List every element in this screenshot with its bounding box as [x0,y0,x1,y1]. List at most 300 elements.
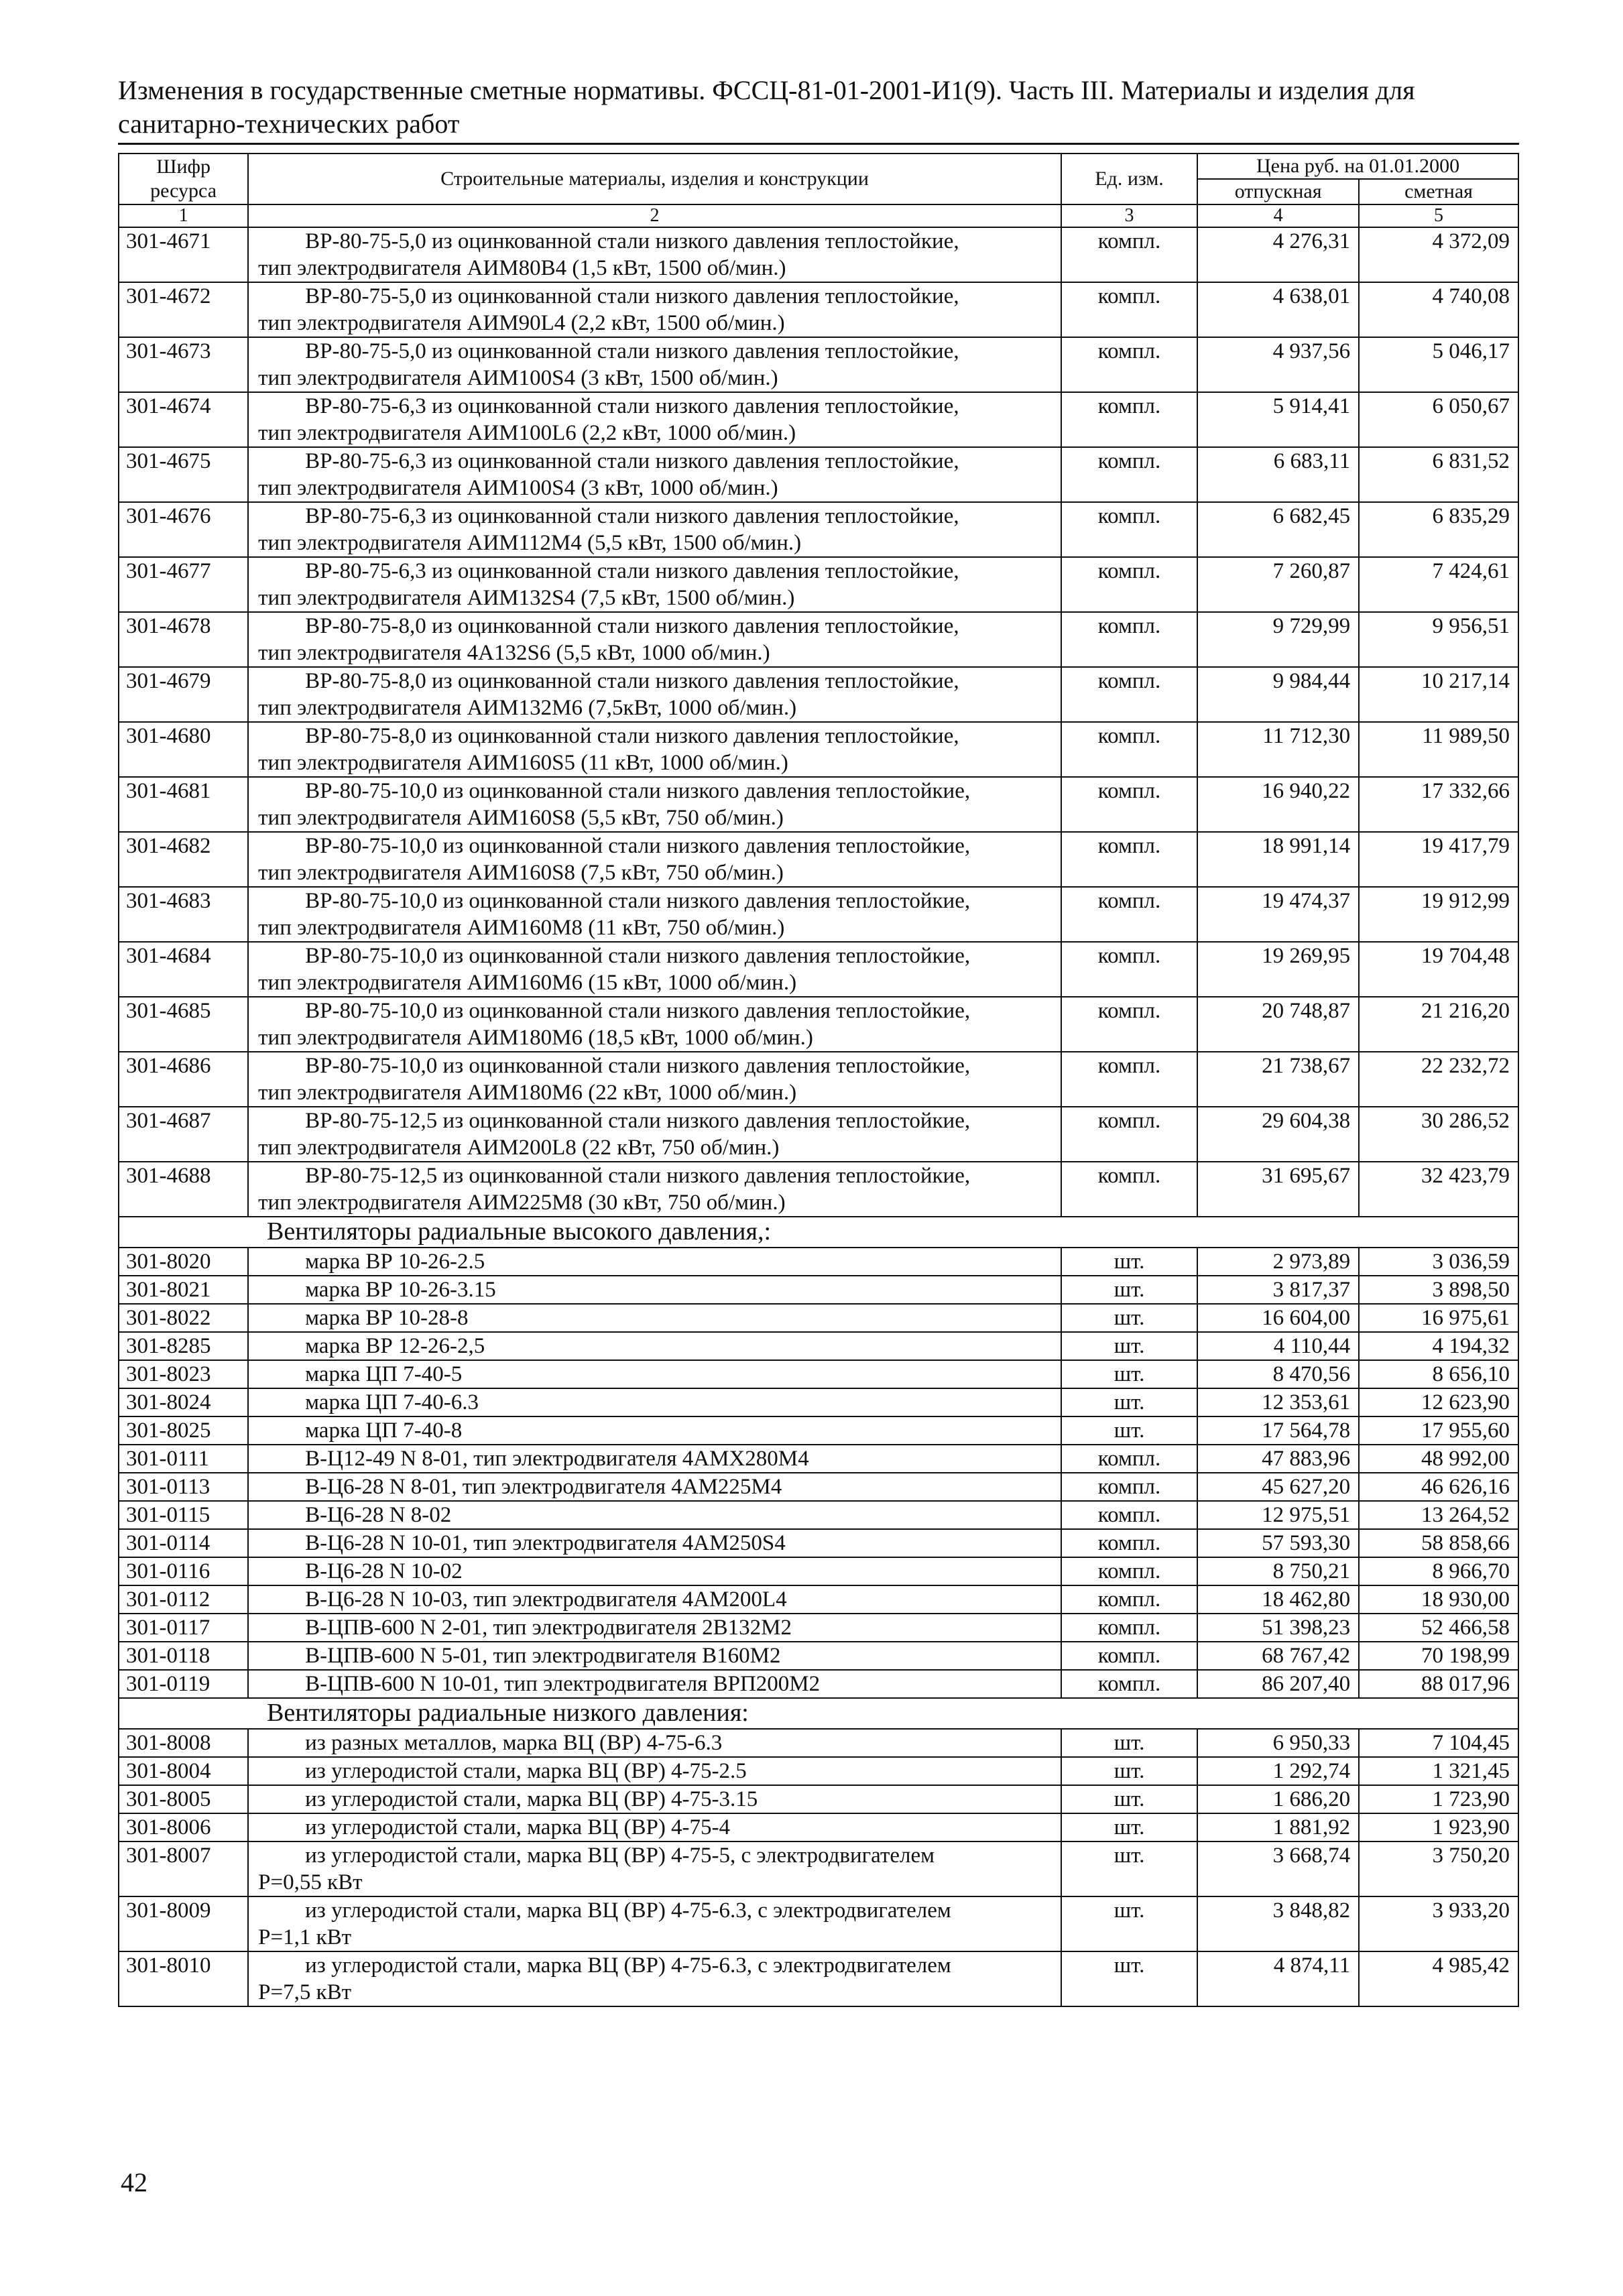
unit-of-measure: шт. [1061,1813,1197,1841]
table-row [119,502,1518,557]
unit-of-measure: компл. [1061,942,1197,997]
estimate-price: 22 232,72 [1359,1052,1518,1107]
resource-code: 301-0119 [119,1670,248,1698]
item-description [248,832,1061,887]
table-row [119,1951,1518,2006]
estimate-price: 16 975,61 [1359,1304,1518,1332]
table-row [119,997,1518,1052]
resource-code: 301-4684 [119,942,248,997]
item-description [248,942,1061,997]
item-description [248,557,1061,612]
item-description [248,612,1061,667]
release-price: 6 683,11 [1197,447,1359,502]
col-code-header: Шифр ресурса [119,154,248,204]
estimate-price: 58 858,66 [1359,1529,1518,1557]
table-row [119,1416,1518,1445]
item-description [248,887,1061,942]
resource-code: 301-4671 [119,227,248,282]
estimate-price: 10 217,14 [1359,667,1518,722]
unit-of-measure: компл. [1061,667,1197,722]
description-line-2: тип электродвигателя АИМ180М6 (18,5 кВт, 1000 об/мин.) [258,1026,813,1050]
estimate-price: 21 216,20 [1359,997,1518,1052]
description-line-1: ВР-80-75-6,3 из оцинкованной стали низкого давления теплостойкие, [305,504,959,528]
item-description [248,667,1061,722]
description-line-1: ВР-80-75-10,0 из оцинкованной стали низкого давления теплостойкие, [305,999,971,1023]
release-price: 4 110,44 [1197,1332,1359,1360]
estimate-price: 3 750,20 [1359,1841,1518,1896]
table-row [119,447,1518,502]
estimate-price: 4 740,08 [1359,282,1518,337]
unit-of-measure: компл. [1061,887,1197,942]
resource-code: 301-8010 [119,1951,248,2006]
item-description [248,1162,1061,1217]
estimate-price: 1 321,45 [1359,1757,1518,1785]
page-header: Изменения в государственные сметные нормативы. ФССЦ-81-01-2001-И1(9). Часть III. Материалы и изделия для санитарно-технических работ [118,75,1415,139]
item-description: марка ЦП 7-40-6.3 [248,1388,1061,1416]
resource-code: 301-0115 [119,1501,248,1529]
estimate-price: 88 017,96 [1359,1670,1518,1698]
release-price: 4 937,56 [1197,337,1359,392]
resource-code: 301-4673 [119,337,248,392]
description-line-2: Р=0,55 кВт [258,1870,363,1894]
release-price: 4 874,11 [1197,1951,1359,2006]
estimate-price: 19 912,99 [1359,887,1518,942]
resource-code: 301-8023 [119,1360,248,1388]
estimate-price: 3 933,20 [1359,1896,1518,1951]
resource-code: 301-4676 [119,502,248,557]
unit-of-measure: компл. [1061,1670,1197,1698]
resource-code: 301-8008 [119,1729,248,1757]
price-table [118,153,1519,2007]
estimate-price: 7 424,61 [1359,557,1518,612]
description-line-1: ВР-80-75-8,0 из оцинкованной стали низкого давления теплостойкие, [305,669,959,693]
unit-of-measure: шт. [1061,1785,1197,1813]
release-price: 68 767,42 [1197,1642,1359,1670]
item-description: В-ЦПВ-600 N 5-01, тип электродвигателя В160М2 [248,1642,1061,1670]
item-description [248,337,1061,392]
description-line-1: ВР-80-75-5,0 из оцинкованной стали низкого давления теплостойкие, [305,284,959,308]
estimate-price: 17 332,66 [1359,777,1518,832]
release-price: 7 260,87 [1197,557,1359,612]
unit-of-measure: шт. [1061,1951,1197,2006]
section-heading-low-pressure: Вентиляторы радиальные низкого давления: [119,1698,1518,1729]
item-description: из разных металлов, марка ВЦ (ВР) 4-75-6.3 [248,1729,1061,1757]
item-description: В-Ц6-28 N 10-03, тип электродвигателя 4АМ200L4 [248,1585,1061,1614]
unit-of-measure: шт. [1061,1388,1197,1416]
table-row [119,1445,1518,1473]
item-description [248,1107,1061,1162]
item-description: марка ВР 12-26-2,5 [248,1332,1061,1360]
release-price: 2 973,89 [1197,1248,1359,1276]
resource-code: 301-4682 [119,832,248,887]
estimate-price: 11 989,50 [1359,722,1518,777]
estimate-price: 70 198,99 [1359,1642,1518,1670]
description-line-2: тип электродвигателя АИМ180М6 (22 кВт, 1000 об/мин.) [258,1081,797,1105]
resource-code: 301-8004 [119,1757,248,1785]
release-price: 4 276,31 [1197,227,1359,282]
unit-of-measure: компл. [1061,1614,1197,1642]
table-row [119,942,1518,997]
release-price: 12 975,51 [1197,1501,1359,1529]
table-row [119,887,1518,942]
unit-of-measure: компл. [1061,1642,1197,1670]
table-row [119,392,1518,447]
resource-code: 301-8285 [119,1332,248,1360]
unit-of-measure: шт. [1061,1757,1197,1785]
description-line-2: тип электродвигателя АИМ132S4 (7,5 кВт, 1500 об/мин.) [258,586,795,610]
section-heading-high-pressure-row [119,1217,1518,1248]
col-unit-header: Ед. изм. [1061,154,1197,204]
resource-code: 301-4677 [119,557,248,612]
description-line-2: тип электродвигателя АИМ225М8 (30 кВт, 750 об/мин.) [258,1191,786,1215]
description-line-2: тип электродвигателя АИМ160М6 (15 кВт, 1000 об/мин.) [258,971,797,995]
resource-code: 301-0116 [119,1557,248,1585]
resource-code: 301-4675 [119,447,248,502]
header-rule [118,143,1519,145]
item-description [248,1052,1061,1107]
item-description [248,722,1061,777]
resource-code: 301-8007 [119,1841,248,1896]
release-price: 21 738,67 [1197,1052,1359,1107]
description-line-2: тип электродвигателя АИМ200L8 (22 кВт, 750 об/мин.) [258,1136,780,1160]
release-price: 47 883,96 [1197,1445,1359,1473]
resource-code: 301-4672 [119,282,248,337]
table-row [119,1585,1518,1614]
description-line-2: тип электродвигателя АИМ160S8 (5,5 кВт, 750 об/мин.) [258,806,784,830]
section-heading-high-pressure: Вентиляторы радиальные высокого давления,: [119,1217,1518,1248]
item-description: В-Ц6-28 N 10-01, тип электродвигателя 4АМ250S4 [248,1529,1061,1557]
table-row [119,1670,1518,1698]
item-description [248,502,1061,557]
estimate-price: 4 985,42 [1359,1951,1518,2006]
estimate-price: 13 264,52 [1359,1501,1518,1529]
unit-of-measure: компл. [1061,447,1197,502]
release-price: 16 940,22 [1197,777,1359,832]
description-line-1: ВР-80-75-6,3 из оцинкованной стали низкого давления теплостойкие, [305,449,959,473]
unit-of-measure: компл. [1061,337,1197,392]
estimate-price: 30 286,52 [1359,1107,1518,1162]
description-line-2: тип электродвигателя АИМ90L4 (2,2 кВт, 1500 об/мин.) [258,311,785,335]
description-line-1: ВР-80-75-8,0 из оцинкованной стали низкого давления теплостойкие, [305,724,959,748]
estimate-price: 4 194,32 [1359,1332,1518,1360]
item-description [248,447,1061,502]
section-heading-low-pressure-row [119,1698,1518,1729]
col-number: 5 [1359,204,1518,227]
estimate-price: 1 923,90 [1359,1813,1518,1841]
table-row [119,227,1518,282]
unit-of-measure: шт. [1061,1841,1197,1896]
table-row [119,1248,1518,1276]
resource-code: 301-4688 [119,1162,248,1217]
item-description: марка ВР 10-26-3.15 [248,1276,1061,1304]
release-price: 3 668,74 [1197,1841,1359,1896]
col-release-header: отпускная [1197,179,1359,204]
item-description: В-Ц12-49 N 8-01, тип электродвигателя 4АМХ280М4 [248,1445,1061,1473]
col-name-header: Строительные материалы, изделия и конструкции [248,154,1061,204]
estimate-price: 12 623,90 [1359,1388,1518,1416]
release-price: 57 593,30 [1197,1529,1359,1557]
resource-code: 301-8021 [119,1276,248,1304]
table-row [119,1501,1518,1529]
release-price: 17 564,78 [1197,1416,1359,1445]
description-line-1: ВР-80-75-10,0 из оцинкованной стали низкого давления теплостойкие, [305,889,971,913]
table-row [119,1162,1518,1217]
description-line-2: тип электродвигателя АИМ160S5 (11 кВт, 1000 об/мин.) [258,751,788,775]
unit-of-measure: компл. [1061,1162,1197,1217]
table-row [119,1473,1518,1501]
release-price: 8 750,21 [1197,1557,1359,1585]
description-line-1: ВР-80-75-10,0 из оцинкованной стали низкого давления теплостойкие, [305,779,971,803]
description-line-1: ВР-80-75-5,0 из оцинкованной стали низкого давления теплостойкие, [305,229,959,253]
table-row [119,1813,1518,1841]
item-description: В-Ц6-28 N 10-02 [248,1557,1061,1585]
estimate-price: 52 466,58 [1359,1614,1518,1642]
resource-code: 301-8005 [119,1785,248,1813]
description-line-1: ВР-80-75-10,0 из оцинкованной стали низкого давления теплостойкие, [305,834,971,858]
release-price: 1 292,74 [1197,1757,1359,1785]
table-row [119,777,1518,832]
table-row [119,1896,1518,1951]
description-line-2: тип электродвигателя АИМ100L6 (2,2 кВт, 1000 об/мин.) [258,421,796,445]
description-line-2: тип электродвигателя АИМ160М8 (11 кВт, 750 об/мин.) [258,916,785,940]
unit-of-measure: компл. [1061,832,1197,887]
unit-of-measure: компл. [1061,1473,1197,1501]
unit-of-measure: компл. [1061,282,1197,337]
description-line-2: тип электродвигателя АИМ112М4 (5,5 кВт, 1500 об/мин.) [258,531,802,555]
resource-code: 301-4678 [119,612,248,667]
estimate-price: 32 423,79 [1359,1162,1518,1217]
estimate-price: 8 966,70 [1359,1557,1518,1585]
item-description: из углеродистой стали, марка ВЦ (ВР) 4-75-2.5 [248,1757,1061,1785]
item-description [248,997,1061,1052]
item-description [248,1951,1061,2006]
item-description [248,777,1061,832]
table-row [119,282,1518,337]
resource-code: 301-4674 [119,392,248,447]
estimate-price: 46 626,16 [1359,1473,1518,1501]
description-line-1: ВР-80-75-10,0 из оцинкованной стали низкого давления теплостойкие, [305,944,971,968]
unit-of-measure: шт. [1061,1360,1197,1388]
unit-of-measure: компл. [1061,1529,1197,1557]
release-price: 5 914,41 [1197,392,1359,447]
resource-code: 301-8020 [119,1248,248,1276]
release-price: 86 207,40 [1197,1670,1359,1698]
resource-code: 301-8009 [119,1896,248,1951]
item-description [248,227,1061,282]
description-line-1: из углеродистой стали, марка ВЦ (ВР) 4-75-6.3, с электродвигателем [305,1953,951,1978]
release-price: 1 881,92 [1197,1813,1359,1841]
item-description [248,392,1061,447]
item-description: из углеродистой стали, марка ВЦ (ВР) 4-75-4 [248,1813,1061,1841]
estimate-price: 9 956,51 [1359,612,1518,667]
estimate-price: 6 050,67 [1359,392,1518,447]
table-row [119,1557,1518,1585]
release-price: 1 686,20 [1197,1785,1359,1813]
unit-of-measure: компл. [1061,392,1197,447]
description-line-1: ВР-80-75-10,0 из оцинкованной стали низкого давления теплостойкие, [305,1054,971,1078]
table-row [119,1388,1518,1416]
unit-of-measure: компл. [1061,502,1197,557]
item-description: марка ВР 10-26-2.5 [248,1248,1061,1276]
estimate-price: 7 104,45 [1359,1729,1518,1757]
table-row [119,832,1518,887]
resource-code: 301-0112 [119,1585,248,1614]
release-price: 9 729,99 [1197,612,1359,667]
estimate-price: 17 955,60 [1359,1416,1518,1445]
item-description [248,282,1061,337]
unit-of-measure: шт. [1061,1729,1197,1757]
col-number: 2 [248,204,1061,227]
resource-code: 301-4685 [119,997,248,1052]
resource-code: 301-0118 [119,1642,248,1670]
resource-code: 301-4683 [119,887,248,942]
unit-of-measure: компл. [1061,1585,1197,1614]
item-description: марка ЦП 7-40-5 [248,1360,1061,1388]
unit-of-measure: компл. [1061,1557,1197,1585]
description-line-2: тип электродвигателя АИМ160S8 (7,5 кВт, 750 об/мин.) [258,861,784,885]
release-price: 18 991,14 [1197,832,1359,887]
unit-of-measure: компл. [1061,557,1197,612]
unit-of-measure: компл. [1061,1107,1197,1162]
table-row [119,1841,1518,1896]
resource-code: 301-8022 [119,1304,248,1332]
item-description: В-ЦПВ-600 N 10-01, тип электродвигателя ВРП200М2 [248,1670,1061,1698]
description-line-2: Р=1,1 кВт [258,1925,352,1949]
release-price: 12 353,61 [1197,1388,1359,1416]
table-row [119,337,1518,392]
estimate-price: 4 372,09 [1359,227,1518,282]
unit-of-measure: компл. [1061,1052,1197,1107]
release-price: 4 638,01 [1197,282,1359,337]
table-row [119,612,1518,667]
unit-of-measure: компл. [1061,777,1197,832]
table-row [119,1757,1518,1785]
table-body [119,227,1518,2006]
table-row [119,1642,1518,1670]
resource-code: 301-4686 [119,1052,248,1107]
unit-of-measure: компл. [1061,1501,1197,1529]
unit-of-measure: компл. [1061,1445,1197,1473]
table-row [119,1729,1518,1757]
description-line-1: ВР-80-75-5,0 из оцинкованной стали низкого давления теплостойкие, [305,339,959,363]
estimate-price: 48 992,00 [1359,1445,1518,1473]
item-description: В-ЦПВ-600 N 2-01, тип электродвигателя 2В132М2 [248,1614,1061,1642]
table-row [119,1614,1518,1642]
table-header [119,154,1518,227]
resource-code: 301-4681 [119,777,248,832]
description-line-1: ВР-80-75-6,3 из оцинкованной стали низкого давления теплостойкие, [305,394,959,418]
table-row [119,557,1518,612]
description-line-1: из углеродистой стали, марка ВЦ (ВР) 4-75-5, с электродвигателем [305,1844,935,1868]
release-price: 9 984,44 [1197,667,1359,722]
item-description: из углеродистой стали, марка ВЦ (ВР) 4-75-3.15 [248,1785,1061,1813]
description-line-1: ВР-80-75-12,5 из оцинкованной стали низкого давления теплостойкие, [305,1164,971,1188]
estimate-price: 3 898,50 [1359,1276,1518,1304]
release-price: 31 695,67 [1197,1162,1359,1217]
release-price: 3 848,82 [1197,1896,1359,1951]
unit-of-measure: шт. [1061,1896,1197,1951]
description-line-2: тип электродвигателя АИМ132М6 (7,5кВт, 1000 об/мин.) [258,696,797,720]
estimate-price: 6 835,29 [1359,502,1518,557]
table-row [119,1529,1518,1557]
resource-code: 301-0111 [119,1445,248,1473]
release-price: 6 682,45 [1197,502,1359,557]
col-price-group-header: Цена руб. на 01.01.2000 [1197,154,1518,179]
estimate-price: 1 723,90 [1359,1785,1518,1813]
page-number: 42 [121,2167,147,2197]
release-price: 11 712,30 [1197,722,1359,777]
description-line-2: тип электродвигателя АИМ100S4 (3 кВт, 1500 об/мин.) [258,366,778,390]
item-description: В-Ц6-28 N 8-02 [248,1501,1061,1529]
description-line-2: тип электродвигателя 4А132S6 (5,5 кВт, 1000 об/мин.) [258,641,770,665]
release-price: 16 604,00 [1197,1304,1359,1332]
resource-code: 301-8025 [119,1416,248,1445]
description-line-1: ВР-80-75-8,0 из оцинкованной стали низкого давления теплостойкие, [305,614,959,638]
unit-of-measure: компл. [1061,997,1197,1052]
estimate-price: 3 036,59 [1359,1248,1518,1276]
resource-code: 301-8024 [119,1388,248,1416]
release-price: 29 604,38 [1197,1107,1359,1162]
col-number: 4 [1197,204,1359,227]
table-row [119,1360,1518,1388]
col-estimate-header: сметная [1359,179,1518,204]
estimate-price: 6 831,52 [1359,447,1518,502]
estimate-price: 5 046,17 [1359,337,1518,392]
unit-of-measure: компл. [1061,722,1197,777]
unit-of-measure: шт. [1061,1304,1197,1332]
estimate-price: 8 656,10 [1359,1360,1518,1388]
description-line-2: тип электродвигателя АИМ100S4 (3 кВт, 1000 об/мин.) [258,476,778,500]
col-number: 3 [1061,204,1197,227]
release-price: 19 269,95 [1197,942,1359,997]
resource-code: 301-0117 [119,1614,248,1642]
col-number: 1 [119,204,248,227]
release-price: 18 462,80 [1197,1585,1359,1614]
table-row [119,667,1518,722]
release-price: 20 748,87 [1197,997,1359,1052]
release-price: 6 950,33 [1197,1729,1359,1757]
release-price: 51 398,23 [1197,1614,1359,1642]
resource-code: 301-4680 [119,722,248,777]
description-line-2: тип электродвигателя АИМ80В4 (1,5 кВт, 1500 об/мин.) [258,256,786,280]
unit-of-measure: шт. [1061,1416,1197,1445]
item-description [248,1896,1061,1951]
resource-code: 301-4679 [119,667,248,722]
resource-code: 301-0113 [119,1473,248,1501]
description-line-1: ВР-80-75-12,5 из оцинкованной стали низкого давления теплостойкие, [305,1109,971,1133]
item-description: В-Ц6-28 N 8-01, тип электродвигателя 4АМ225М4 [248,1473,1061,1501]
item-description: марка ЦП 7-40-8 [248,1416,1061,1445]
release-price: 45 627,20 [1197,1473,1359,1501]
unit-of-measure: компл. [1061,612,1197,667]
resource-code: 301-4687 [119,1107,248,1162]
release-price: 19 474,37 [1197,887,1359,942]
release-price: 8 470,56 [1197,1360,1359,1388]
resource-code: 301-8006 [119,1813,248,1841]
unit-of-measure: компл. [1061,227,1197,282]
table-row [119,1107,1518,1162]
table-row [119,1276,1518,1304]
table-row [119,1304,1518,1332]
description-line-2: Р=7,5 кВт [258,1980,352,2004]
estimate-price: 18 930,00 [1359,1585,1518,1614]
release-price: 3 817,37 [1197,1276,1359,1304]
item-description [248,1841,1061,1896]
estimate-price: 19 704,48 [1359,942,1518,997]
resource-code: 301-0114 [119,1529,248,1557]
description-line-1: ВР-80-75-6,3 из оцинкованной стали низкого давления теплостойкие, [305,559,959,583]
description-line-1: из углеродистой стали, марка ВЦ (ВР) 4-75-6.3, с электродвигателем [305,1898,951,1923]
